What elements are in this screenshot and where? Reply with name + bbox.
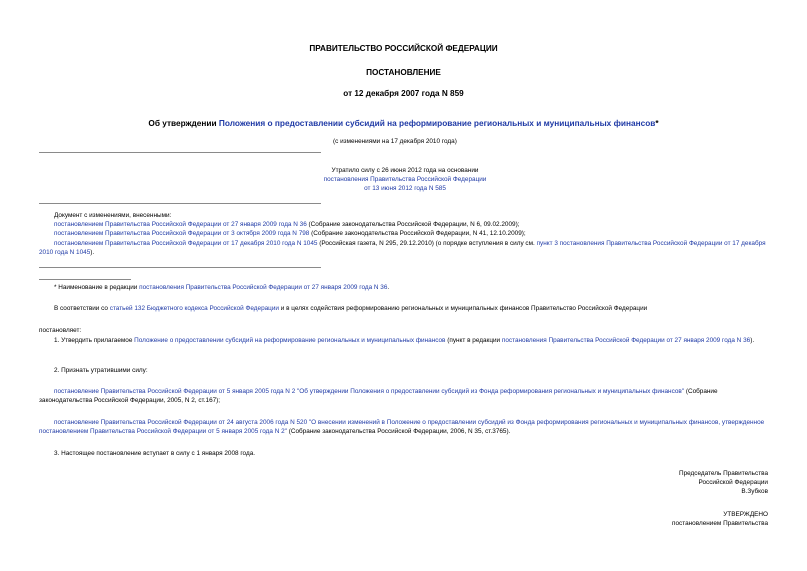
preamble-link[interactable]: статьей 132 Бюджетного кодекса Российской Федерации bbox=[109, 305, 279, 312]
signature-block bbox=[500, 469, 768, 497]
document-title bbox=[0, 118, 807, 128]
approval-line: постановлением Правительства bbox=[672, 520, 768, 528]
footnote: * Наименование в редакции постановления Правительства Российской Федерации от 27 января 2009 года N 36. bbox=[54, 284, 390, 291]
government-header: ПРАВИТЕЛЬСТВО РОССИЙСКОЙ ФЕДЕРАЦИИ bbox=[309, 44, 498, 53]
document-date-number: от 12 декабря 2007 года N 859 bbox=[343, 89, 464, 98]
signature-name: В.Зубков bbox=[741, 488, 768, 496]
title-suffix: * bbox=[655, 118, 659, 128]
item-1-link[interactable]: Положение о предоставлении субсидий на реформирование региональных и муниципальных финансов bbox=[134, 337, 446, 344]
change-link[interactable]: постановлением Правительства Российской Федерации от 27 января 2009 года N 36 bbox=[54, 221, 307, 229]
repealed-item: постановление Правительства Российской Федерации от 5 января 2005 года N 2 "Об утверждении Положения о предоставлении субсидий из Фонда реформирования региональных и муниципальных финансов" (Собрание законодательства Российской Федерации, 2005, N 2, ст.167); bbox=[39, 388, 718, 405]
item-1: 1. Утвердить прилагаемое Положение о предоставлении субсидий на реформирование региональных и муниципальных финансов (пункт в редакции постановления Правительства Российской Федерации от 27 января 2009 года N 36). bbox=[54, 337, 755, 344]
expired-line: Утратило силу с 26 июня 2012 года на основании bbox=[331, 167, 479, 174]
divider bbox=[39, 203, 321, 204]
repealed-link[interactable]: постановление Правительства Российской Федерации от 24 августа 2006 года N 520 "О внесении изменений в Положение о предоставлении субсидий из Фонда реформирования региональных и муниципальных финансов, утвержденное постановлением Правительства Российской Федерации от 5 января 2005 года N 2" bbox=[39, 419, 765, 436]
changes-block bbox=[39, 211, 771, 257]
divider bbox=[39, 267, 321, 268]
repealed-link[interactable]: постановление Правительства Российской Федерации от 5 января 2005 года N 2 "Об утверждении Положения о предоставлении субсидий из Фонда реформирования региональных и муниципальных финансов" bbox=[54, 388, 685, 395]
change-link[interactable]: пункт 3 постановления Правительства Российской Федерации от 17 декабря 2010 года N 1045 bbox=[39, 239, 766, 256]
footnote-divider bbox=[39, 279, 131, 280]
expired-note bbox=[260, 166, 550, 194]
change-item: постановлением Правительства Российской Федерации от 27 января 2009 года N 36 (Собрание законодательства Российской Федерации, N 6, 09.02.2009); bbox=[54, 221, 520, 229]
document-type: ПОСТАНОВЛЕНИЕ bbox=[366, 68, 441, 77]
approval-block bbox=[500, 510, 768, 528]
footnote-link[interactable]: постановления Правительства Российской Федерации от 27 января 2009 года N 36 bbox=[139, 284, 388, 291]
item-2: 2. Признать утратившими силу: bbox=[54, 367, 148, 374]
signature-line: Российской Федерации bbox=[698, 479, 768, 487]
title-prefix: Об утверждении bbox=[148, 118, 219, 128]
change-link[interactable]: постановлением Правительства Российской Федерации от 17 декабря 2010 года N 1045 bbox=[54, 239, 318, 247]
amendment-note: (с изменениями на 17 декабря 2010 года) bbox=[333, 138, 457, 145]
item-1-link-2[interactable]: постановления Правительства Российской Федерации от 27 января 2009 года N 36 bbox=[501, 337, 751, 344]
item-3: 3. Настоящее постановление вступает в силу с 1 января 2008 года. bbox=[54, 450, 256, 457]
preamble: В соответствии со статьей 132 Бюджетного кодекса Российской Федерации и в целях содействия реформированию региональных и муниципальных финансов Правительство Российской Федерации bbox=[54, 305, 648, 312]
changes-heading: Документ с изменениями, внесенными: bbox=[54, 212, 172, 219]
divider bbox=[39, 152, 321, 153]
expired-link-2[interactable]: от 13 июня 2012 года N 585 bbox=[364, 185, 446, 193]
change-item: постановлением Правительства Российской Федерации от 3 октября 2009 года N 798 (Собрание законодательства Российской Федерации, N 41, 12.10.2009); bbox=[54, 230, 526, 238]
decree-word: постановляет: bbox=[39, 327, 82, 334]
signature-line: Председатель Правительства bbox=[679, 470, 768, 477]
title-link[interactable]: Положения о предоставлении субсидий на реформирование региональных и муниципальных финансов bbox=[218, 118, 656, 128]
repealed-item: постановление Правительства Российской Федерации от 24 августа 2006 года N 520 "О внесении изменений в Положение о предоставлении субсидий из Фонда реформирования региональных и муниципальных финансов, утвержденное постановлением Правительства Российской Федерации от 5 января 2005 года N 2" (Собрание законодательства Российской Федерации, 2006, N 35, ст.3765). bbox=[39, 419, 765, 436]
approval-line: УТВЕРЖДЕНО bbox=[723, 511, 768, 518]
change-link[interactable]: постановлением Правительства Российской Федерации от 3 октября 2009 года N 798 bbox=[54, 230, 310, 238]
expired-link-1[interactable]: постановления Правительства Российской Федерации bbox=[323, 176, 487, 184]
change-item: постановлением Правительства Российской Федерации от 17 декабря 2010 года N 1045 (Российская газета, N 295, 29.12.2010) (о порядке вступления в силу см. пункт 3 постановления Правительства Российской Федерации от 17 декабря 2010 года N 1045). bbox=[39, 239, 766, 256]
